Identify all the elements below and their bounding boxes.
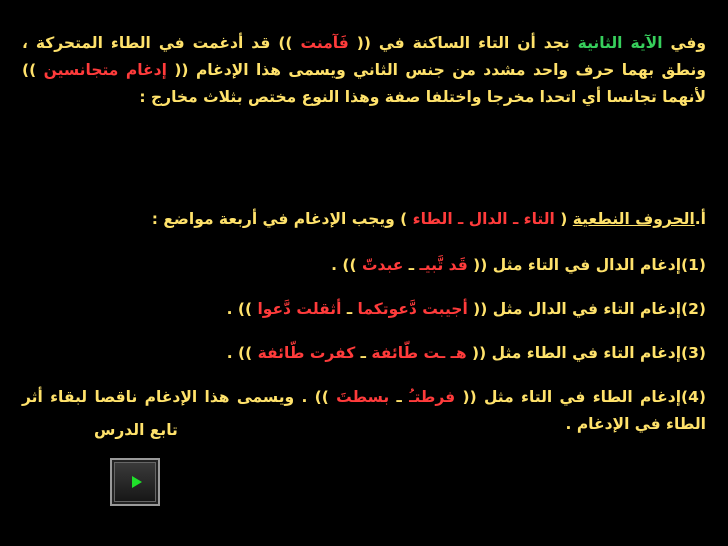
item-example-2: بسطتَ — [336, 388, 390, 406]
intro-text-3: )) قد أدغمت في الطاء المتحركة ، ونطق بهما حرف واحد مشدد من جنس الثاني ويسمى هذا الإدغام (( — [22, 34, 706, 79]
list-item — [22, 340, 706, 366]
item-example-2: كفرت طّائفة — [257, 344, 356, 362]
item-sep: ـ — [389, 388, 410, 406]
item-text: إدغام الدال في التاء مثل (( — [467, 256, 682, 274]
item-sep: ـ — [341, 300, 358, 318]
play-button[interactable] — [110, 458, 160, 506]
intro-word: فَآمنت — [300, 34, 349, 52]
play-icon — [132, 476, 142, 488]
item-sep: ـ — [403, 256, 420, 274]
continue-lesson-link[interactable]: تابع الدرس — [94, 421, 178, 439]
item-end: )) . — [331, 256, 362, 274]
heading-rest: ) ويجب الإدغام في أربعة مواضع : — [151, 210, 413, 228]
heading-prefix: أ. — [694, 210, 706, 228]
item-end: )) . ويسمى هذا الإدغام ناقصا لبقاء أثر الطاء في الإدغام . — [22, 388, 706, 433]
item-example-2: عبدتّ — [361, 256, 404, 274]
item-text: إدغام الطاء في التاء مثل (( — [455, 388, 682, 406]
item-text: إدغام التاء في الطاء مثل (( — [466, 344, 682, 362]
item-number: (3) — [681, 344, 706, 362]
item-text: إدغام التاء في الدال مثل (( — [467, 300, 682, 318]
intro-term: إدغام متجانسين — [43, 61, 167, 79]
intro-text-4: )) لأنهما تجانسا أي اتحدا مخرجا واختلفا صفة وهذا النوع مختص بثلاث مخارج : — [22, 61, 706, 106]
item-number: (1) — [681, 256, 706, 274]
item-example-1: أجيبت دَّعوتكما — [357, 300, 468, 318]
item-example-1: هـ ـت طّائفة — [371, 344, 467, 362]
intro-aya: الآية الثانية — [577, 34, 663, 52]
item-sep: ـ — [355, 344, 372, 362]
item-example-2: أثقلت دَّعوا — [257, 300, 342, 318]
intro-paragraph — [22, 30, 706, 111]
intro-text-1: وفي — [662, 34, 706, 52]
list-item — [22, 296, 706, 322]
item-number: (4) — [681, 388, 707, 406]
item-example-1: فرطتـُ — [409, 388, 456, 406]
item-number: (2) — [681, 300, 706, 318]
heading-letters: التاء ـ الدال ـ الطاء — [412, 210, 555, 228]
intro-text-2: نجد أن التاء الساكنة في (( — [348, 34, 578, 52]
heading-title: الحروف النطعية — [572, 210, 695, 228]
item-example-1: قَد تَّبيـ — [419, 256, 468, 274]
heading-open: ( — [554, 210, 573, 228]
item-end: )) . — [226, 344, 258, 362]
item-end: )) . — [226, 300, 258, 318]
list-item — [22, 252, 706, 278]
section-heading — [22, 206, 706, 232]
